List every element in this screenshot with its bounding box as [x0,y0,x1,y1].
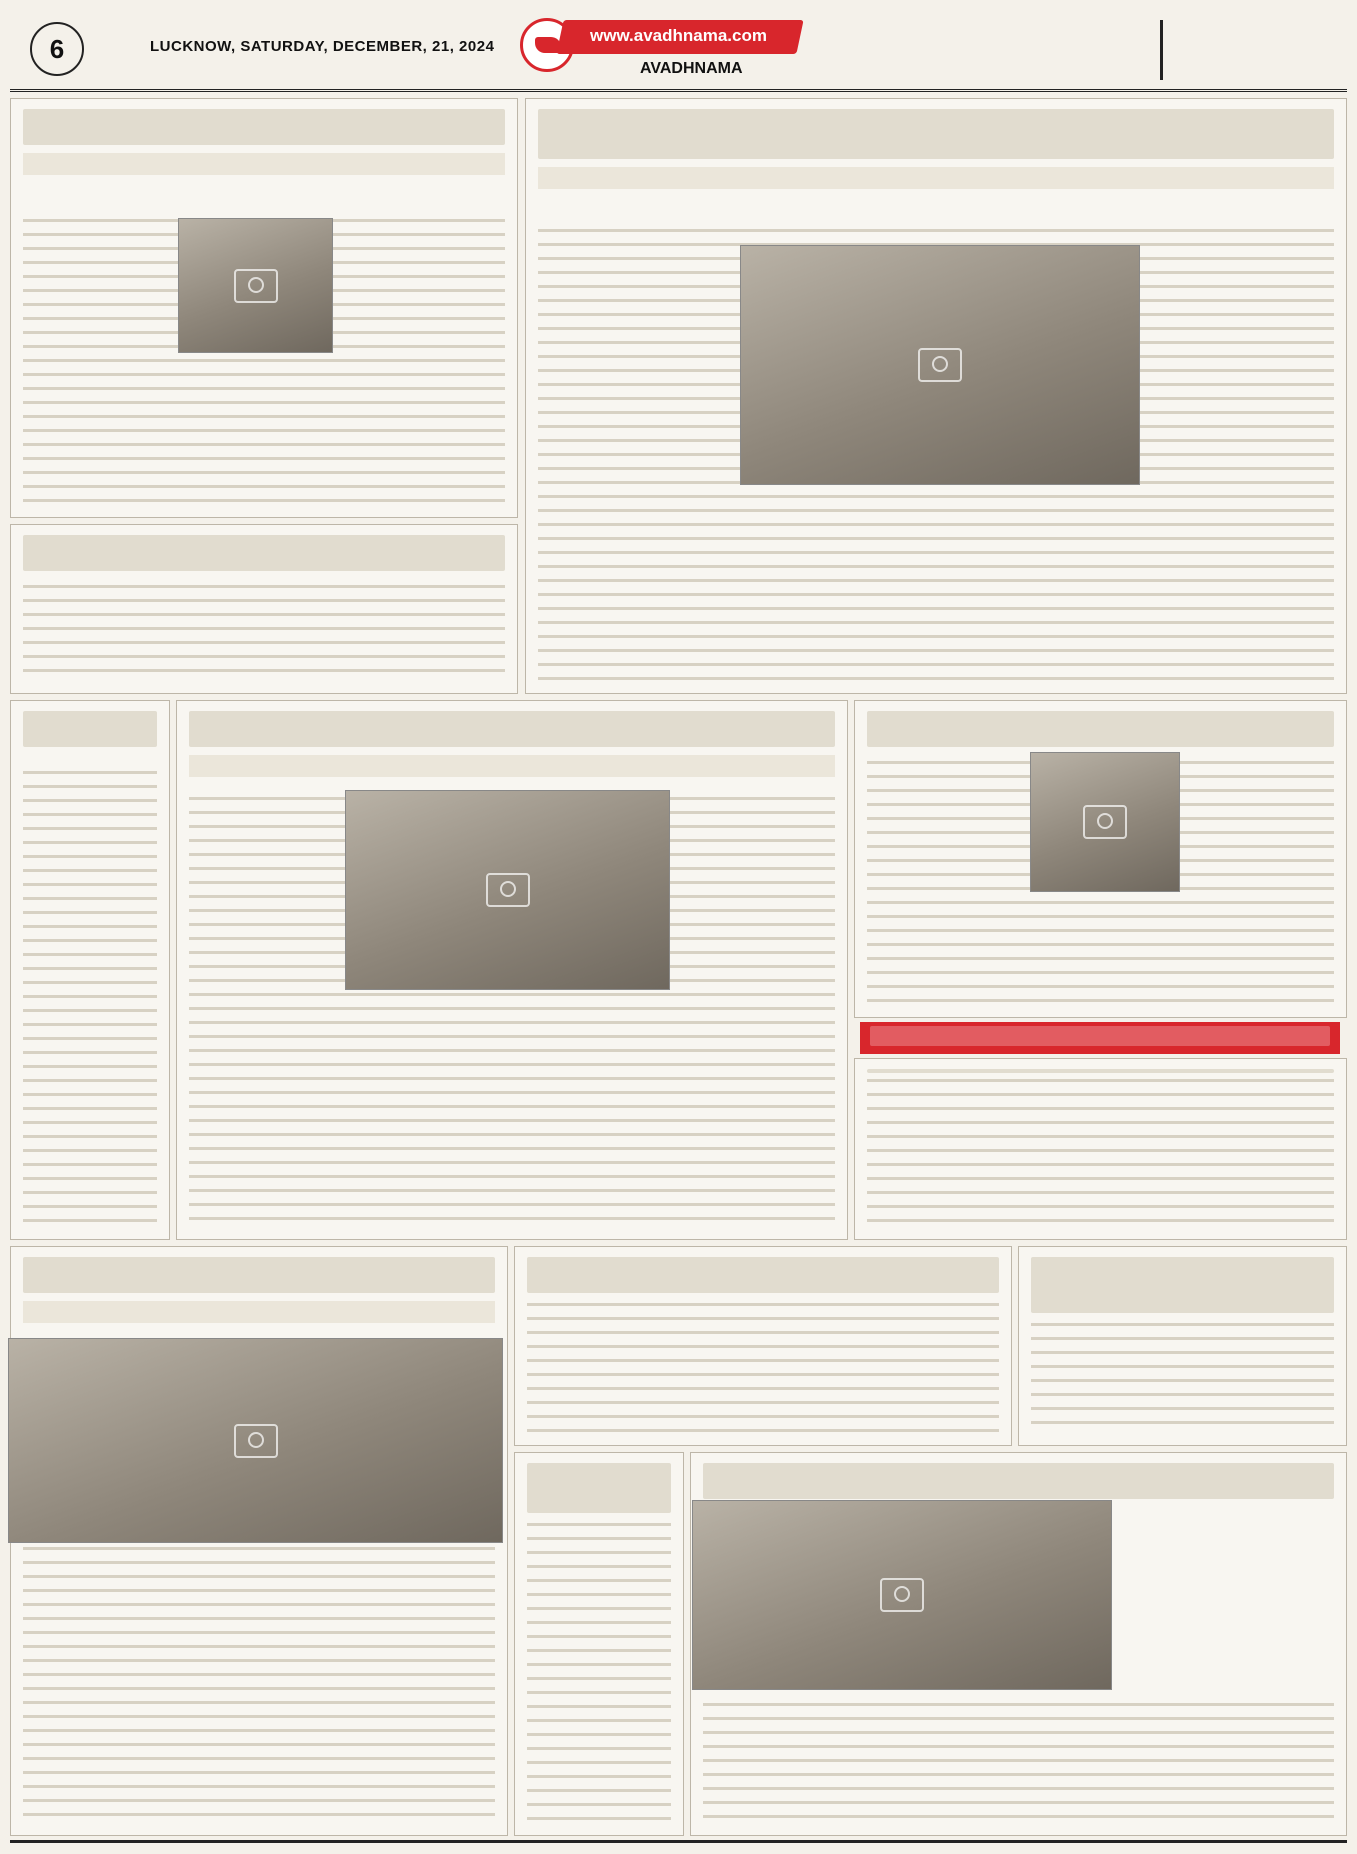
article-headline [23,109,505,145]
article-mp-assembly [1018,1246,1347,1446]
logo-subline [1185,64,1345,82]
portrait-photo [1030,752,1180,892]
article-headline [867,711,1334,747]
text-columns [23,1547,495,1825]
text-columns [867,1079,1334,1229]
page-number: 6 [30,22,84,76]
farmer-headline-bar [860,1022,1340,1054]
article-headline [23,711,157,747]
article-headline [23,535,505,571]
article-subhead [189,755,835,777]
portrait-photo [178,218,333,353]
defence-photo [345,790,670,990]
photo-icon [234,1424,278,1458]
dateline: LUCKNOW, SATURDAY, DECEMBER, 21, 2024 [150,38,495,55]
article-headline [1031,1257,1334,1313]
photo-icon [234,269,278,303]
website-banner [520,16,800,84]
text-columns [703,1703,1334,1825]
bottom-rule [10,1840,1347,1843]
article-headline [527,1463,671,1513]
brand-name: AVADHNAMA [640,60,743,77]
article-headline [703,1463,1334,1499]
article-subhead [538,167,1334,189]
article-farmer-leader [854,1058,1347,1240]
photo-icon [1083,805,1127,839]
photo-icon [918,348,962,382]
photo-icon [880,1578,924,1612]
seminar-photo [8,1338,503,1543]
book-festival-photo [692,1500,1112,1690]
article-subhead [23,1301,495,1323]
article-electricity-protest [10,700,170,1240]
website-url[interactable]: www.avadhnama.com [590,26,767,45]
article-headline [538,109,1334,159]
masthead [10,8,1347,92]
article-headline [189,711,835,747]
article-headline [23,1257,495,1293]
article-subhead [23,153,505,175]
article-headline [867,1069,1334,1073]
text-columns [527,1523,671,1825]
photo-icon [486,873,530,907]
text-columns [527,1303,999,1435]
article-road-accident [514,1452,684,1836]
article-youth-congress [514,1246,1012,1446]
text-columns [23,585,505,683]
text-columns [23,771,157,1229]
article-headline [527,1257,999,1293]
article-farooq-condolence [10,524,518,694]
header-divider [1160,20,1163,80]
lead-photo [740,245,1140,485]
text-columns [1031,1323,1334,1435]
newspaper-logo [1185,14,1345,60]
